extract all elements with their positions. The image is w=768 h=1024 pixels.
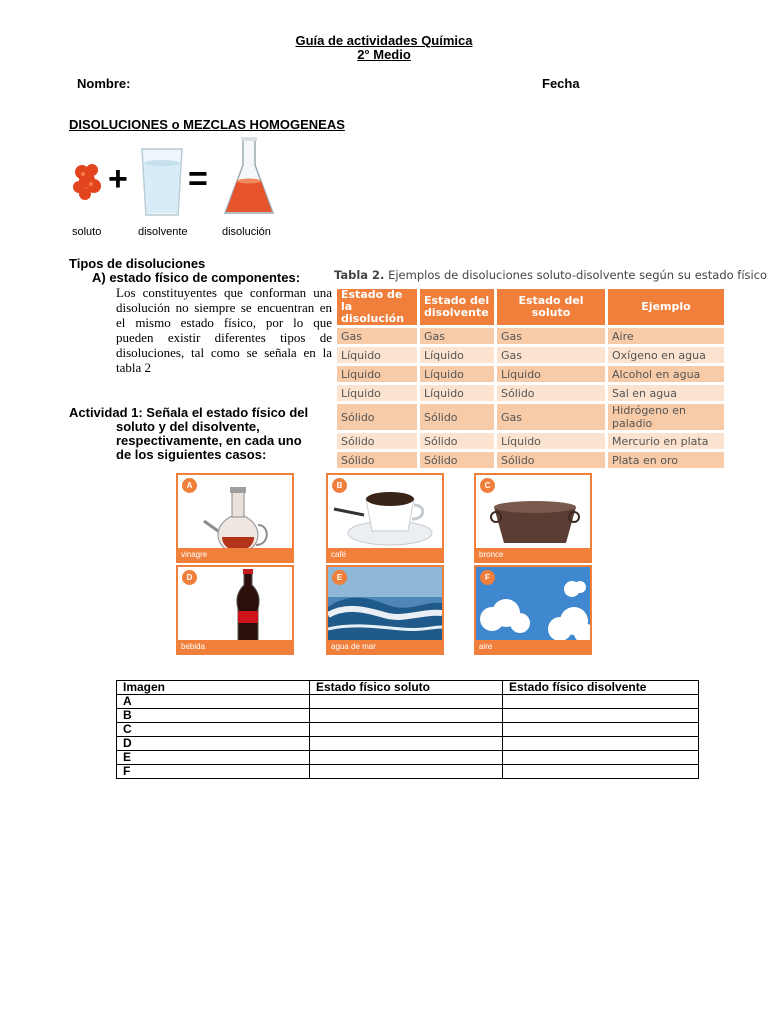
table-row: [337, 366, 724, 382]
answer-cell-soluto[interactable]: [310, 751, 503, 765]
answer-cell-soluto[interactable]: [310, 737, 503, 751]
plus-sign: +: [108, 160, 128, 198]
page-subtitle: 2° Medio: [357, 47, 411, 62]
soluto-crystal-image: [70, 162, 106, 204]
table-cell: Aire: [608, 328, 724, 344]
answer-table: [116, 680, 699, 779]
row-label: E: [117, 751, 310, 765]
table-cell: Gas: [497, 328, 605, 344]
solution-equation: [68, 140, 288, 240]
card-label: bronce: [476, 548, 592, 561]
table-cell: Líquido: [497, 433, 605, 449]
equals-sign: =: [188, 160, 208, 198]
table-row: [117, 765, 699, 779]
card-vinagre: [176, 473, 294, 563]
tabla2: [334, 286, 727, 471]
answer-cell-disolvente[interactable]: [503, 751, 699, 765]
table-cell: Líquido: [337, 366, 417, 382]
tabla2-header: Estado del disolvente: [420, 289, 494, 325]
card-label: café: [328, 548, 444, 561]
table-cell: Sólido: [420, 404, 494, 430]
page-title: Guía de actividades Química: [295, 33, 473, 48]
card-agua-de-mar: [326, 565, 444, 655]
card-badge: C: [480, 478, 495, 493]
table-cell: Líquido: [337, 385, 417, 401]
tabla2-header: Ejemplo: [608, 289, 724, 325]
table-cell: Sólido: [420, 452, 494, 468]
answer-table-header: Estado físico soluto: [310, 681, 503, 695]
table-cell: Mercurio en plata: [608, 433, 724, 449]
tipos-heading: Tipos de disoluciones: [69, 256, 206, 271]
card-aire: [474, 565, 592, 655]
actividad-line4: de los siguientes casos:: [116, 447, 267, 462]
table-row: [117, 737, 699, 751]
answer-table-header: Imagen: [117, 681, 310, 695]
tipos-subheading: A) estado físico de componentes:: [92, 270, 301, 285]
table-cell: Sal en agua: [608, 385, 724, 401]
glass-of-water-image: [140, 145, 184, 219]
answer-cell-disolvente[interactable]: [503, 765, 699, 779]
table-cell: Oxígeno en agua: [608, 347, 724, 363]
table-row: [337, 328, 724, 344]
card-label: vinagre: [178, 548, 294, 561]
table-cell: Gas: [497, 404, 605, 430]
answer-cell-soluto[interactable]: [310, 765, 503, 779]
row-label: F: [117, 765, 310, 779]
table-row: [337, 347, 724, 363]
table-row: [117, 723, 699, 737]
answer-table-header-row: [117, 681, 699, 695]
card-bronce: [474, 473, 592, 563]
table-row: [337, 452, 724, 468]
card-badge: F: [480, 570, 495, 585]
table-cell: Hidrógeno en paladio: [608, 404, 724, 430]
answer-table-header: Estado físico disolvente: [503, 681, 699, 695]
answer-cell-disolvente[interactable]: [503, 737, 699, 751]
card-bebida: [176, 565, 294, 655]
table-cell: Sólido: [337, 452, 417, 468]
table-cell: Sólido: [497, 385, 605, 401]
table-cell: Sólido: [420, 433, 494, 449]
card-label: agua de mar: [328, 640, 444, 653]
caption-disolucion: disolución: [222, 226, 271, 238]
table-cell: Gas: [497, 347, 605, 363]
answer-cell-soluto[interactable]: [310, 695, 503, 709]
answer-cell-disolvente[interactable]: [503, 695, 699, 709]
tabla2-caption: [334, 268, 767, 282]
fecha-label: Fecha: [542, 76, 580, 91]
tabla2-header-row: [337, 289, 724, 325]
table-row: [337, 404, 724, 430]
table-cell: Líquido: [497, 366, 605, 382]
caption-disolvente: disolvente: [138, 226, 188, 238]
card-badge: E: [332, 570, 347, 585]
table-cell: Sólido: [497, 452, 605, 468]
card-badge: D: [182, 570, 197, 585]
table-cell: Plata en oro: [608, 452, 724, 468]
actividad-line1: Actividad 1: Señala el estado físico del: [69, 405, 309, 420]
card-cafe: [326, 473, 444, 563]
row-label: A: [117, 695, 310, 709]
tabla2-header: Estado del soluto: [497, 289, 605, 325]
answer-cell-disolvente[interactable]: [503, 723, 699, 737]
table-row: [117, 751, 699, 765]
answer-cell-disolvente[interactable]: [503, 709, 699, 723]
table-row: [117, 695, 699, 709]
actividad-line2: soluto y del disolvente,: [116, 419, 260, 434]
table-cell: Líquido: [337, 347, 417, 363]
table-cell: Gas: [420, 328, 494, 344]
table-row: [117, 709, 699, 723]
table-row: [337, 433, 724, 449]
caption-soluto: soluto: [72, 226, 102, 238]
row-label: C: [117, 723, 310, 737]
table-cell: Alcohol en agua: [608, 366, 724, 382]
table-cell: Sólido: [337, 404, 417, 430]
row-label: D: [117, 737, 310, 751]
table-cell: Gas: [337, 328, 417, 344]
table-row: [337, 385, 724, 401]
table-cell: Líquido: [420, 385, 494, 401]
tabla2-caption-text: Ejemplos de disoluciones soluto-disolvente según su estado físico: [384, 268, 768, 282]
answer-cell-soluto[interactable]: [310, 723, 503, 737]
tabla2-header: Estado de la disolución: [337, 289, 417, 325]
card-label: aire: [476, 640, 592, 653]
table-cell: Líquido: [420, 347, 494, 363]
section-title: DISOLUCIONES o MEZCLAS HOMOGENEAS: [69, 117, 345, 132]
flask-solution-image: [221, 137, 277, 221]
card-label: bebida: [178, 640, 294, 653]
card-badge: B: [332, 478, 347, 493]
row-label: B: [117, 709, 310, 723]
actividad-line3: respectivamente, en cada uno: [116, 433, 302, 448]
table-cell: Líquido: [420, 366, 494, 382]
tipos-paragraph: Los constituyentes que conforman una disolución no siempre se encuentran en el mismo estado físico, por lo que pueden existir diferentes tipos de disoluciones, tal como se señala en la tabla 2: [116, 285, 332, 375]
tabla2-caption-label: Tabla 2.: [334, 268, 385, 282]
nombre-label: Nombre:: [77, 76, 131, 91]
card-badge: A: [182, 478, 197, 493]
table-cell: Sólido: [337, 433, 417, 449]
answer-cell-soluto[interactable]: [310, 709, 503, 723]
